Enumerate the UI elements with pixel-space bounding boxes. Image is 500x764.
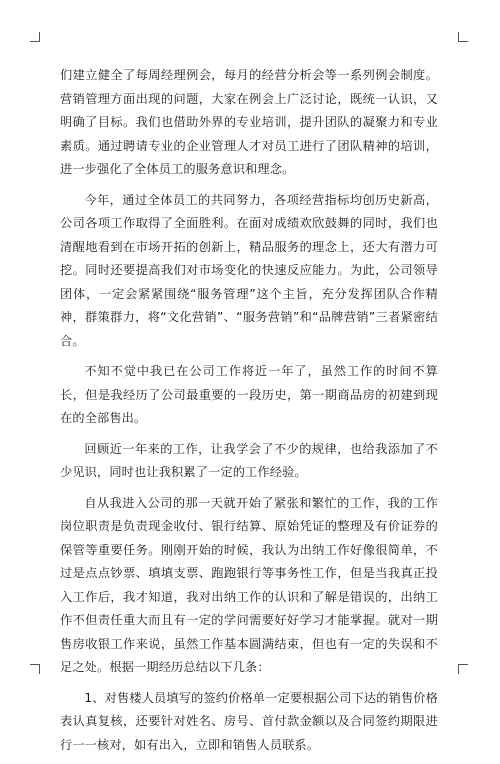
paragraph: 们建立健全了每周经理例会，每月的经营分析会等一系列例会制度。营销管理方面出现的问题，大家在例会上广泛讨论，既统一认识，又明确了目标。我们也借助外界的专业培训，提升团队的凝聚力和专业素质。通过聘请专业的企业管理人才对员工进行了团队精神的培训，进一步强化了全体员工的服务意识和理念。 [60, 68, 438, 176]
paragraph: 1、对售楼人员填写的签约价格单一定要根据公司下达的销售价格表认真复核，还要针对姓名、房号、首付款金额以及合同签约期限进行一一核对，如有出入，立即和销售人员联系。 [60, 690, 438, 752]
paragraph: 今年，通过全体员工的共同努力，各项经营指标均创历史新高，公司各项工作取得了全面胜利。在面对成绩欢欣鼓舞的同时，我们也清醒地看到在市场开拓的创新上，精品服务的理念上，还大有潜力可挖。同时还要提高我们对市场变化的快速反应能力。为此，公司领导团体，一定会紧紧围绕“服务管理”这个主旨，充分发挥团队合作精神，群策群力，将“文化营销”、“服务营销”和“品牌营销”三者紧密结合。 [60, 192, 438, 348]
paragraph: 不知不觉中我已在公司工作将近一年了，虽然工作的时间不算长，但是我经历了公司最重要的一段历史，第一期商品房的初建到现在的全部售出。 [60, 364, 438, 425]
crop-mark-bottom-right [458, 664, 468, 674]
document-body [60, 64, 438, 764]
paragraph: 回顾近一年来的工作，让我学会了不少的规律，也给我添加了不少见识，同时也让我积累了一定的工作经验。 [60, 441, 438, 479]
crop-mark-top-right [458, 32, 468, 42]
paragraph: 自从我进入公司的那一天就开始了紧张和繁忙的工作，我的工作岗位职责是负责现金收付、银行结算、原始凭证的整理及有价证券的保管等重要任务。刚刚开始的时候，我认为出纳工作好像很简单，不过是点点钞票、填填支票、跑跑银行等事务性工作，但是当我真正投入工作后，我才知道，我对出纳工作的认识和了解是错误的，出纳工作不但责任重大而且有一定的学问需要好好学习才能掌握。就对一期售房收银工作来说，虽然工作基本圆满结束，但也有一定的失误和不足之处。根据一期经历总结以下几条： [60, 495, 438, 674]
crop-mark-bottom-left [30, 664, 40, 674]
crop-mark-top-left [30, 32, 40, 42]
